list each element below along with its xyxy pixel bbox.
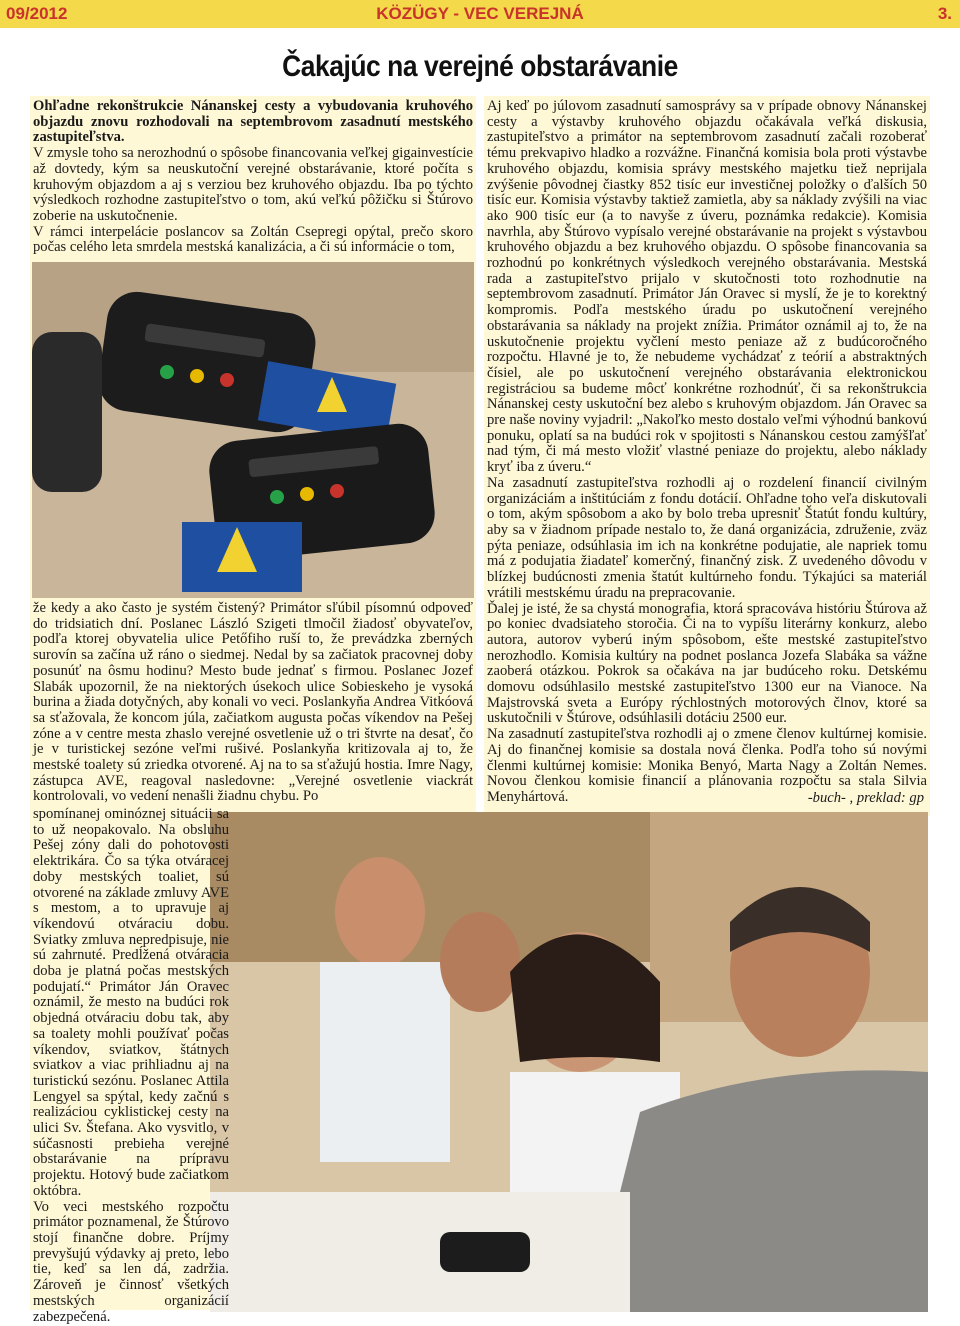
section-name: KÖZÜGY - VEC VEREJNÁ: [376, 4, 584, 23]
person-1-face: [335, 857, 425, 967]
council-meeting-photo: [210, 812, 928, 1312]
article-title: Čakajúc na verejné obstarávanie: [282, 50, 678, 83]
page-header: [0, 0, 960, 28]
voting-device-3: [440, 1232, 530, 1272]
left-column-top: [33, 99, 473, 256]
person-2-face: [440, 912, 520, 1012]
paragraph: V zmysle toho sa nerozhodnú o spôsobe financovania veľkej gigainvestície až dovtedy, kým sa neuskutoční verejné obstarávanie, ktoré počíta s kruhovým objazdom a aj s verziou bez kruhového objazdu. Iba po týchto výsledkoch rozhodne zastupiteľstvo o tom, akú veľkú pôžičku si Štúrovo zoberie na uskutočnenie.: [33, 145, 473, 224]
paragraph: Vo veci mestského rozpočtu primátor poznamenal, že Štúrovo stojí finančne dobre. Príjmy prevyšujú výdavky aj preto, lebo tie, keď sa len dá, zadržia. Zároveň je činnosť všetkých mestských organizácií zabezpečená.: [33, 1198, 229, 1325]
article-lead: Ohľadne rekonštrukcie Nánanskej cesty a vybudovania kruhového objazdu znovu rozhodovali na septembrovom zasadnutí mestského zastupiteľstva.: [33, 98, 473, 146]
issue-number: 09/2012: [6, 4, 68, 23]
left-column-middle: [33, 601, 473, 805]
left-column-narrow: [33, 807, 229, 1325]
paragraph: spomínanej ominóznej situácii sa to už neopakovalo. Na obsluhu Pešej zóny dali do pohotovosti elektrikára. Čo sa týka otváracej doby mestských toaliet, sú otvorené na základe zmluvy AVE s mestom, a to upravuje aj víkendovú otváraciu dobu. Sviatky zmluva nepredpisuje, nie sú zahrnuté. Predĺžená otváracia doba je platná počas mestských podujatí.“ Primátor Ján Oravec oznámil, že mesto na budúci rok objedná otváraciu dobu tak, aby sa toalety mohli používať počas víkendov, sviatkov, štátnych sviatkov a viac prihliadnu aj na turistickú sezónu. Poslanec Attila Lengyel sa spýtal, kedy začnú s realizáciou cyklistickej cesty na ulici Sv. Štefana. Ako vysvitlo, v súčasnosti prebieha verejné obstarávanie na prípravu projektu. Hotový bude začiatkom októbra.: [33, 806, 229, 1199]
paragraph: že kedy a ako často je systém čistený? Primátor sľúbil písomnú odpoveď do tridsiatich dní. Poslanec László Szigeti tlmočil žiadosť obyvateľov, podľa ktorej obyvatelia ulice Petőfiho ruší to, že prevádzka zberných surovín sa začína už ráno o siedmej. Nedal by sa začiatok pracovnej doby posunúť na ôsmu hodinu? Mesto bude jednať s firmou. Poslanec Jozef Slabák upozornil, že na niektorých úsekoch ulice Sobieskeho je vysoká burina a žiada dotyčných, aby konali vo veci. Poslankyňa Andrea Vitkóová sa sťažovala, že koncom júla, začiatkom augusta počas víkendov na Pešej zóne a v centre mesta zhaslo verejné osvetlenie už o tri štvrte na desať, čo je v turistickej sezóne veľmi rušivé. Poslankyňa kritizovala aj to, že mestské toalety sú zriedka otvorené. Aj na to sa sťažujú hostia. Imre Nagy, zástupca AVE, reagoval nasledovne: „Verejné osvetlenie viackrát kontrolovali, vo vedení nenašli žiadnu chybu. Po: [33, 600, 473, 805]
paragraph: Na zasadnutí zastupiteľstva rozhodli aj o rozdelení financií civilným organizáciám a inštitúciám z fondu dotácií. Ohľadne toho veľa diskutovali o tom, akým spôsobom a ako by bolo treba upresniť Štatút fondu kultúry, aby sa v žiadnom prípade nestalo to, že daná organizácia, združenie, zväz pýta peniaze, odsúhlasia im ich na konkrétne podujatie, ale napriek tomu má z podujatia žiadateľ komerčný, finančný zisk. Z uvedeného dôvodu v blízkej budúcnosti zmenia štatút kultúrneho fondu. Týkajúci sa materiál vrátili mestskému úradu na prepracovanie.: [487, 474, 927, 601]
page-number: 3.: [937, 4, 952, 23]
right-column: [487, 99, 927, 806]
paragraph: Ďalej je isté, že sa chystá monografia, ktorá spracováva históriu Štúrova až po koniec dvadsiateho storočia. Či na to vypíšu literárny konkurz, alebo autora, autorov vyberú iným spôsobom, ešte mestské zastupiteľstvo nerozhodlo. Komisia kultúry na podnet poslanca Jozefa Slabáka sa vážne zaoberá otázkou. Pokrok sa očakáva na jar budúceho roku. Detskému domovu odsúhlasilo mestské zastupiteľstvo 1300 eur na Vianoce. Na Majstrovská sveta a Európy rýchlostných motorových člnov, ktoré sa uskutočnili v Štúrove, odsúhlasili dotáciu 2500 eur.: [487, 600, 927, 727]
voting-devices-photo: [32, 262, 474, 598]
paragraph: Na zasadnutí zastupiteľstva rozhodli aj o zmene členov kultúrnej komisie. Aj do finančnej komisie sa dostala nová členka. Podľa toho sú novými členmi kultúrnej komisie: Monika Benyó, Marta Nagy a Zoltán Nemes. Novou členkou komisie financií a plánovania rozpočtu sa stala Silvia Menyhártová.: [487, 726, 927, 805]
paragraph: Aj keď po júlovom zasadnutí samosprávy sa v prípade obnovy Nánanskej cesty a výstavby kruhového objazdu očakávala veľká diskusia, zastupiteľstvo a primátor na septembrovom zasadnutí začali rozoberať tému prekvapivo hladko a rozvážne. Finančná komisia bola proti výstavbe kruhového objazdu, komisia správy mestského majetku tiež neprijala zvýšenie pôvodnej čiastky 852 tisíc eur investičnej položky o ďalších 50 tisíc eur. Komisia výstavby taktiež zamietla, aby sa náklady zvýšili na viac ako 900 tisíc eur (a to navyše z úveru, poznámka redakcie). Komisia navrhla, aby Štúrovo vypísalo verejné obstarávanie na projekt s výstavbou kruhového objazdu a bez kruhového objazdu. O spôsobe financovania sa rozhodnú po konkrétnych výsledkoch verejného obstarávania. Mestská rada a zastupiteľstvo prijalo v skutočnosti toto rozhodnutie na septembrovom zasadnutí. Primátor Ján Oravec si myslí, že je to korektný kompromis. Podľa mestského úradu po uskutočnení verejného obstarávania sa náklady na projekt znížia. Primátor oznámil aj to, že na uskutočnenie projektu vyčlení mesto peniaze až z budúcoročného rozpočtu. Hlavné je to, že nebudeme vychádzať z teórií a abstraktných čísiel, ale po uskutočnení verejného obstarávania elektronickou registráciou sa budeme môcť konkrétne rozhodnúť, či sa rekonštrukcia Nánanskej cesty uskutoční bez alebo s kruhovým objazdom. Ján Oravec sa pre naše noviny vyjadril: „Nakoľko mesto dostalo veľmi výhodnú bankovú ponuku, oplatí sa na budúci rok v spojitosti s Nánanskou cestou zamýšľať nad tým, či má mesto vložiť vlastné peniaze do projektu, alebo náklady kryť iba z úveru.“: [487, 98, 927, 476]
author-signature: -buch- , preklad: gp: [807, 790, 924, 806]
paragraph: V rámci interpelácie poslancov sa Zoltán Csepregi opýtal, prečo skoro počas celého leta smrdela mestská kanalizácia, a či sú informácie o tom,: [33, 223, 473, 256]
